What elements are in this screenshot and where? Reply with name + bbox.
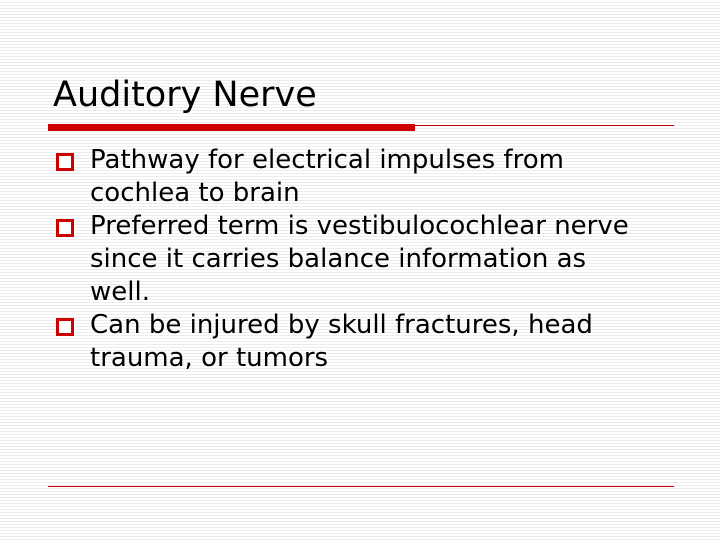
bullet-item — [54, 210, 654, 309]
hollow-square-bullet-icon — [56, 219, 74, 237]
slide-title: Auditory Nerve — [53, 75, 317, 115]
bullet-item — [54, 144, 654, 210]
bullet-item — [54, 309, 654, 375]
hollow-square-bullet-icon — [56, 153, 74, 171]
footer-rule — [48, 486, 674, 487]
bullet-text: Pathway for electrical impulses from cochlea to brain — [90, 145, 564, 208]
bullet-list — [54, 144, 654, 375]
hollow-square-bullet-icon — [56, 318, 74, 336]
title-underline-bar — [48, 124, 415, 131]
bullet-text: Preferred term is vestibulocochlear nerve since it carries balance information as well. — [90, 211, 629, 307]
bullet-text: Can be injured by skull fractures, head trauma, or tumors — [90, 310, 593, 373]
title-underline-rule — [415, 125, 674, 126]
